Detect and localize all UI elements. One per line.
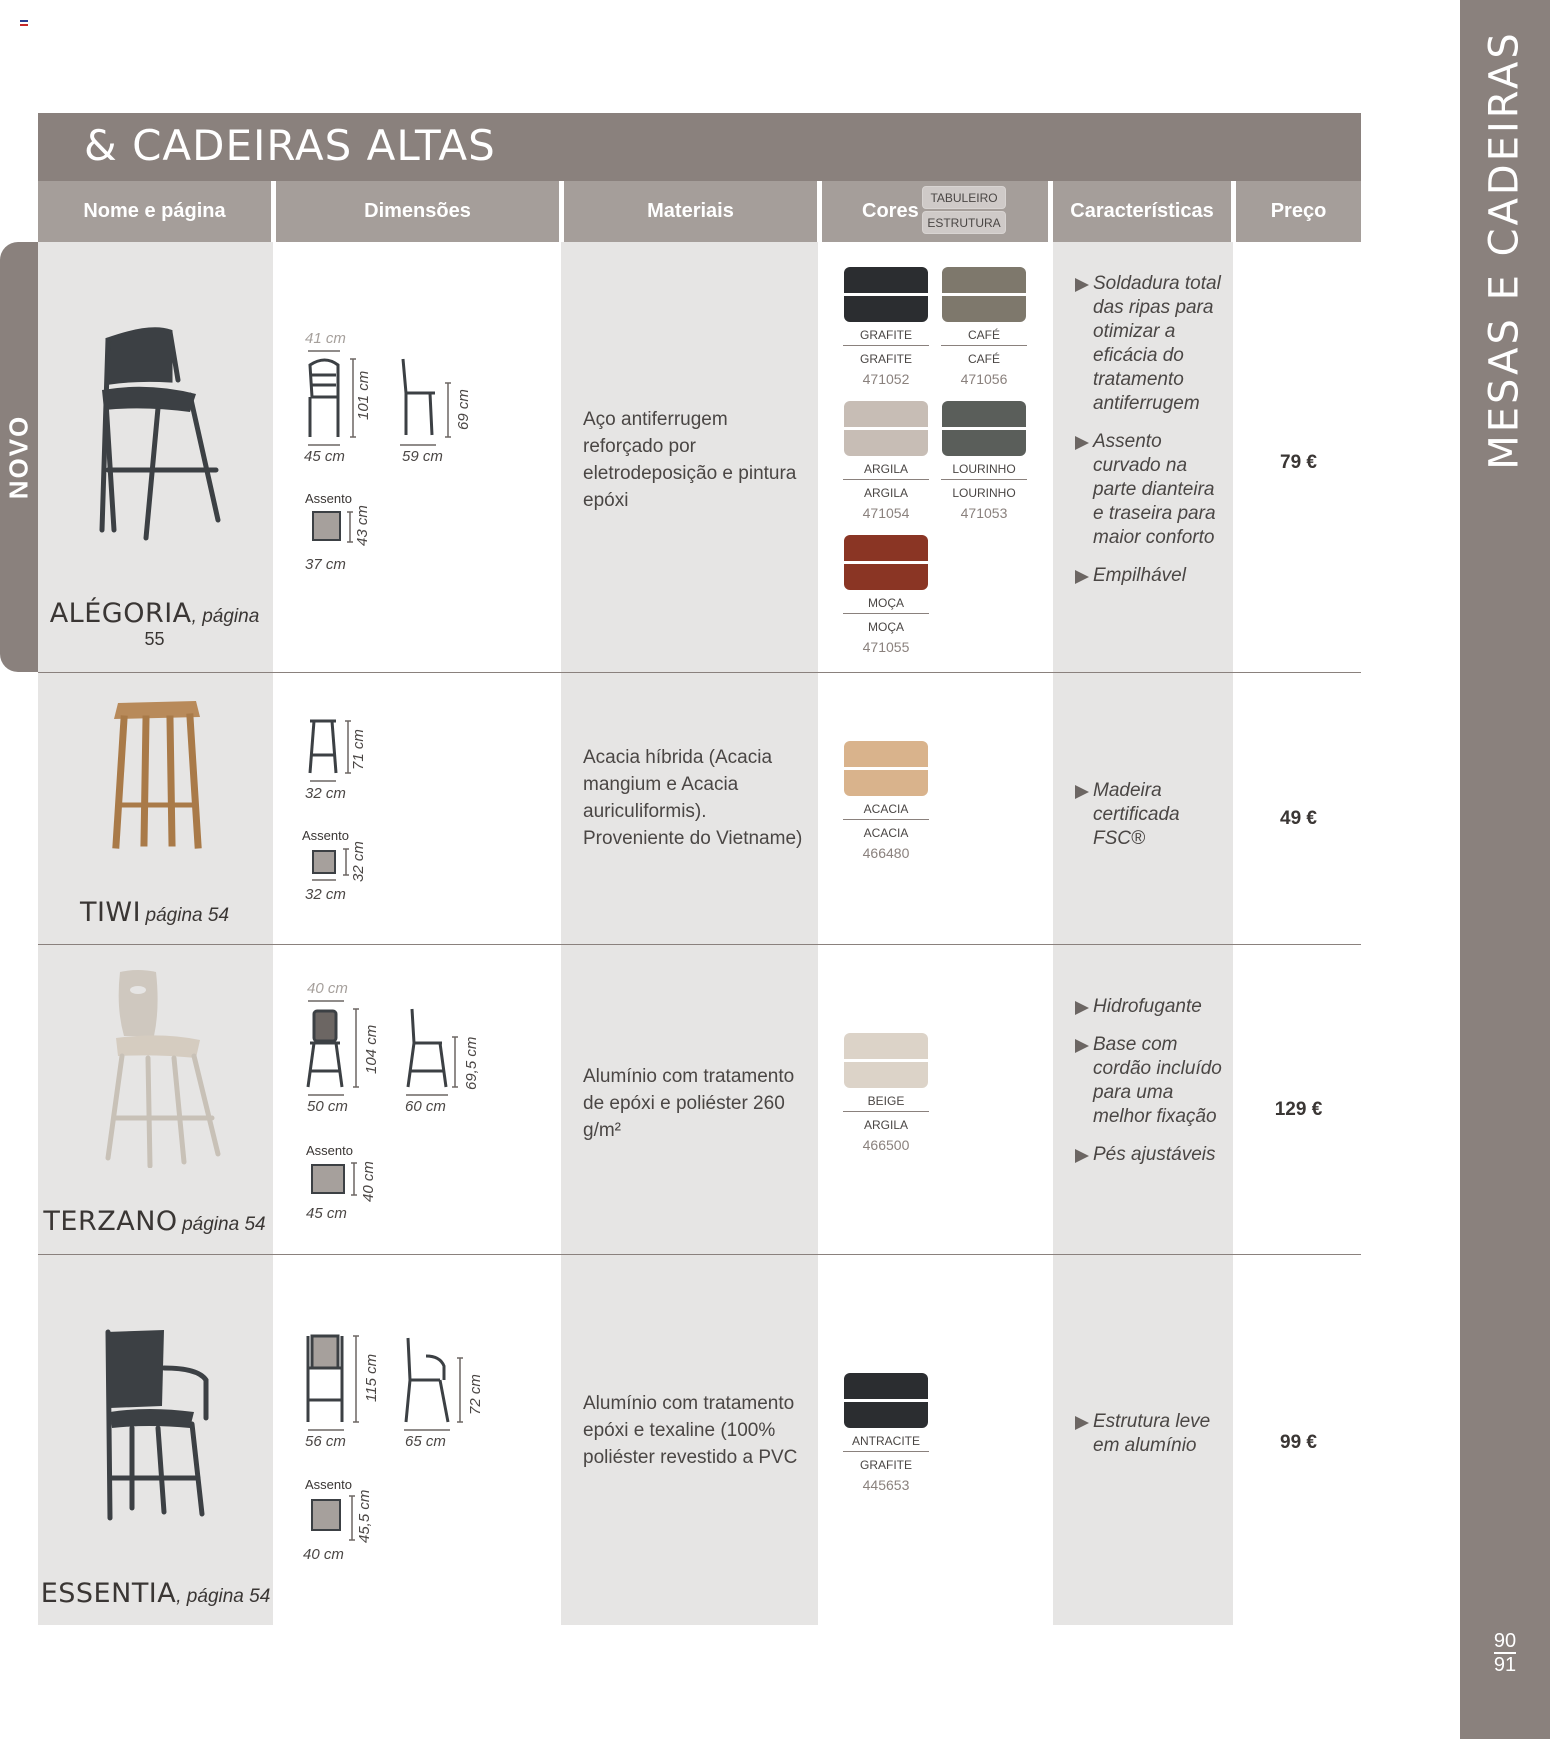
dim-height-1: 101 cm [355,370,372,420]
legend-top: TABULEIRO [922,186,1006,209]
col-header-name [38,181,271,242]
swatch-chip [942,401,1026,456]
swatch-chip [844,267,928,322]
swatch[interactable] [843,1373,929,1493]
feature-text: Pés ajustáveis [1093,1144,1216,1165]
feature-text: Madeira certificada FSC® [1093,780,1180,849]
product-name-text: TERZANO [43,1206,178,1237]
side-title-text: MESAS E CADEIRAS [1482,30,1528,470]
swatch-top: ARGILA [843,462,929,480]
page-number-right: 91 [1493,1654,1517,1676]
product-price: 49 € [1280,808,1317,829]
swatch-bottom: LOURINHO [952,486,1016,500]
page-number-left: 90 [1493,1630,1517,1652]
dim-height-2: 72 cm [467,1374,484,1415]
swatch-code: 471054 [862,505,910,521]
product-materials-text: Alumínio com tratamento de epóxi e poliéster 260 g/m² [583,1066,795,1141]
feature-item [1075,272,1230,416]
swatch-chip [844,1033,928,1088]
col-header-price-text: Preço [1270,200,1327,222]
swatch-chip [942,267,1026,322]
dim-width-2: 59 cm [402,448,443,465]
swatch-top: MOÇA [843,596,929,614]
terzano-chair-image [100,968,230,1168]
swatch-code: 471052 [862,371,910,387]
novo-tab [0,242,38,672]
swatch-top: GRAFITE [843,328,929,346]
col-header-materials [564,181,817,242]
swatch[interactable] [843,401,929,521]
dim-height-1: 71 cm [350,729,367,770]
swatch-bottom: GRAFITE [859,352,912,366]
bullet-triangle-icon [1075,1001,1089,1015]
page-numbers [1460,1630,1550,1676]
swatch-bottom: CAFÉ [967,352,1000,366]
dim-top-width: 40 cm [307,980,348,997]
bullet-triangle-icon [1075,436,1089,450]
swatch-code: 466500 [862,1137,910,1153]
dim-top-width: 41 cm [305,330,346,347]
row-divider [38,944,1361,945]
dim-height-1: 115 cm [363,1353,380,1402]
swatch-code: 471053 [960,505,1008,521]
swatch-code: 471055 [862,639,910,655]
feature-item [1075,779,1230,851]
bullet-triangle-icon [1075,278,1089,292]
dim-width-1: 50 cm [307,1098,348,1115]
product-materials: Alumínio com tratamento epóxi e texaline (100% poliéster revestido a PVC [583,1393,798,1468]
seat-label: Assento [305,1477,352,1492]
dim-width-1: 56 cm [305,1433,346,1450]
swatch-chip [844,741,928,796]
product-page: página 54 [145,905,230,926]
col-header-colors-text: Cores [862,200,919,222]
feature-text: Hidrofugante [1093,996,1202,1017]
feature-item [1075,1143,1230,1167]
swatch-top: ACACIA [843,802,929,820]
swatch-chip [844,1373,928,1428]
product-materials: Acacia híbrida (Acacia mangium e Acacia auriculiformis). Proveniente do Vietname) [583,747,803,849]
dim-seat-height: 32 cm [350,841,367,882]
row-divider [38,1254,1361,1255]
product-name-text: ESSENTIA [40,1578,177,1609]
feature-text: Base com cordão incluído para uma melhor fixação [1093,1034,1222,1127]
seat-label: Assento [302,828,349,843]
feature-item [1075,995,1230,1019]
feature-item [1075,430,1230,550]
swatch-chip [844,535,928,590]
col-header-materials-text: Materiais [647,200,734,222]
legend-bottom: ESTRUTURA [922,211,1006,234]
swatch[interactable] [941,401,1027,521]
product-page: página 54 [182,1214,266,1235]
product-features [1075,1410,1230,1472]
essentia-chair-image [98,1328,218,1523]
col-header-dimensions-text: Dimensões [364,200,471,222]
tiwi-dimension-drawing [300,715,380,895]
seat-label: Assento [306,1143,353,1158]
product-name-terzano [38,1206,271,1237]
bullet-triangle-icon [1075,1416,1089,1430]
swatch-bottom: GRAFITE [859,1458,912,1472]
feature-text: Assento curvado na parte dianteira e traseira para maior conforto [1093,431,1216,548]
swatch-bottom: MOÇA [868,620,904,634]
swatch-chip [844,401,928,456]
dim-width-2: 60 cm [405,1098,446,1115]
dim-width-1: 32 cm [305,785,346,802]
dim-height-2: 69,5 cm [463,1036,480,1090]
novo-label: NOVO [3,414,34,500]
product-name-text: ALÉGORIA [49,598,192,629]
col-header-features [1053,181,1231,242]
swatch[interactable] [941,267,1027,387]
product-name-essentia [38,1578,273,1609]
product-price: 129 € [1274,1099,1323,1120]
dim-height-2: 69 cm [455,389,472,430]
swatch-top: ANTRACITE [843,1434,929,1452]
col-header-features-text: Características [1070,200,1214,222]
product-page-number: 55 [144,629,165,649]
product-page: , página 54 [176,1586,271,1607]
bullet-triangle-icon [1075,1149,1089,1163]
swatch-bottom: ARGILA [863,486,908,500]
product-name-text: TIWI [79,897,142,928]
swatch-code: 445653 [862,1477,910,1493]
product-name-alegoria [38,598,271,650]
product-materials [583,1063,813,1144]
side-title [1460,30,1550,470]
dim-seat-width: 40 cm [303,1546,344,1563]
swatch[interactable] [843,741,929,861]
swatch-bottom: ARGILA [863,1118,908,1132]
swatch-bottom: ACACIA [863,826,909,840]
dim-seat-width: 37 cm [305,556,346,573]
swatch[interactable] [843,535,929,655]
dim-width-1: 45 cm [304,448,345,465]
product-features [1075,995,1230,1181]
product-materials: Aço antiferrugem reforçado por eletrodeposição e pintura epóxi [583,409,797,511]
language-flag-icon[interactable] [20,20,28,26]
bullet-triangle-icon [1075,570,1089,584]
product-features [1075,779,1230,865]
dim-seat-width: 32 cm [305,886,346,903]
feature-text: Empilhável [1093,565,1186,586]
alegoria-chair-image [78,320,238,545]
swatch-code: 471056 [960,371,1008,387]
feature-text: Soldadura total das ripas para otimizar a eficácia do tratamento antiferrugem [1093,273,1221,414]
swatch-top: CAFÉ [941,328,1027,346]
dim-width-2: 65 cm [405,1433,446,1450]
seat-label: Assento [305,491,352,506]
dim-seat-height: 43 cm [354,505,371,546]
product-name-tiwi [38,897,271,928]
swatch-top: BEIGE [843,1094,929,1112]
col-header-dimensions [276,181,559,242]
dim-seat-width: 45 cm [306,1205,347,1222]
dim-height-1: 104 cm [363,1024,380,1074]
title-bar [38,113,1361,181]
product-page: , página [191,606,260,627]
feature-item [1075,1033,1230,1129]
bullet-triangle-icon [1075,1039,1089,1053]
product-price: 99 € [1280,1432,1317,1453]
feature-item [1075,1410,1230,1458]
swatch-code: 466480 [862,845,910,861]
bullet-triangle-icon [1075,785,1089,799]
tiwi-stool-image [108,695,208,855]
product-price: 79 € [1280,452,1317,473]
col-header-price [1236,181,1361,242]
feature-item [1075,564,1230,588]
dim-seat-height: 45,5 cm [356,1489,373,1543]
swatch[interactable] [843,1033,929,1153]
swatch[interactable] [843,267,929,387]
product-features [1075,272,1230,602]
swatch-top: LOURINHO [941,462,1027,480]
alegoria-dimension-drawing [300,345,480,545]
feature-text: Estrutura leve em alumínio [1093,1411,1211,1456]
col-header-name-text: Nome e página [83,200,226,222]
color-legend [922,186,1006,236]
row-divider [38,672,1361,673]
dim-seat-height: 40 cm [360,1161,377,1202]
page-title: & CADEIRAS ALTAS [84,121,496,170]
